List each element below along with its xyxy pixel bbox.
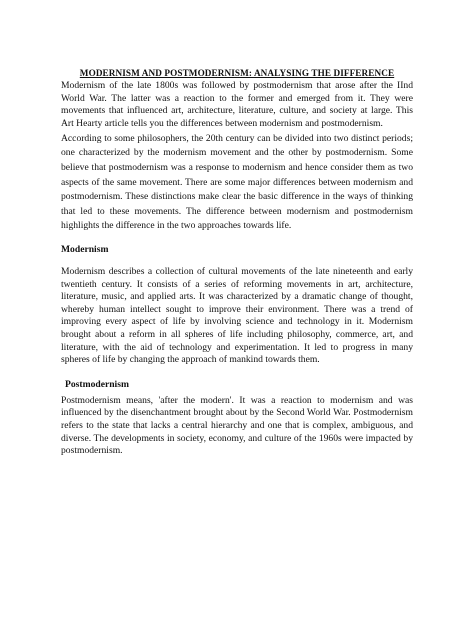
modernism-paragraph: Modernism describes a collection of cultural movements of the late nineteenth and early twentieth century. It consists of a series of reforming movements in art, architecture, literature, music, and applied arts. It was characterized by a dramatic change of thought, whereby human intellect sought to improve their environment. There was a trend of improving every aspect of life by involving science and technology in it. Modernism brought about a reform in all spheres of life including philosophy, commerce, art, and literature, with the aid of technology and experimentation. It led to progress in many spheres of life by changing the approach of mankind towards them. (61, 265, 413, 366)
postmodernism-heading: Postmodernism (65, 378, 129, 390)
document-title: MODERNISM AND POSTMODERNISM: ANALYSING THE DIFFERENCE (79, 68, 395, 78)
document-body (61, 68, 413, 458)
intro-paragraph: Modernism of the late 1800s was followed by postmodernism that arose after the IInd World War. The latter was a reaction to the former and emerged from it. They were movements that influenced art, architecture, literature, culture, and society at large. This Art Hearty article tells you the differences between modernism and postmodernism. (61, 80, 413, 130)
modernism-heading: Modernism (61, 243, 109, 255)
postmodernism-paragraph: Postmodernism means, 'after the modern'. It was a reaction to modernism and was influenced by the disenchantment brought about by the Second World War. Postmodernism refers to the state that lacks a central hierarchy and one that is complex, ambiguous, and diverse. The developments in society, economy, and culture of the 1960s were impacted by postmodernism. (61, 394, 413, 457)
periods-paragraph: According to some philosophers, the 20th century can be divided into two distinct periods; one characterized by the modernism movement and the other by postmodernism. Some believe that postmodernism was a response to modernism and hence consider them as two aspects of the same movement. There are some major differences between modernism and postmodernism. These distinctions make clear the basic difference in the ways of thinking that led to these movements. The difference between modernism and postmodernism highlights the difference in the two approaches towards life. (61, 132, 413, 232)
